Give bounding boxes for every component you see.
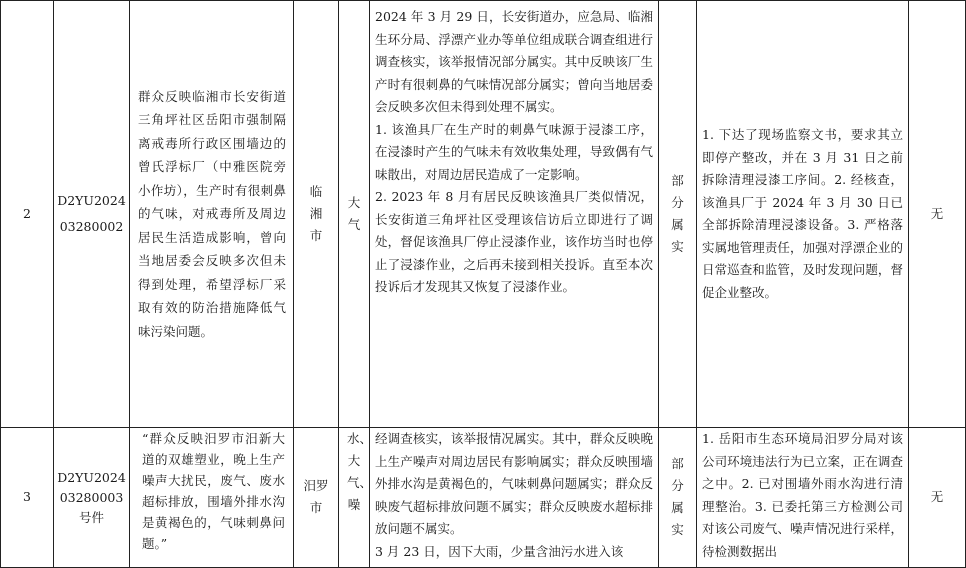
- city-cell: [294, 428, 339, 568]
- pollution-type: 水、大气、噪: [347, 431, 373, 512]
- findings-paragraph: 2. 2023 年 8 月有居民反映该渔具厂类似情况，长安街道三角坪社区受理该信访后立即进行了调处，督促该渔具厂停止浸漆作业，该作坊当时也停止了浸漆作业，之后再未接到相关投诉。直至本次投诉后才发现其又恢复了浸漆作业。: [375, 189, 653, 294]
- remark: 无: [909, 428, 966, 568]
- case-id-part: 03280002: [59, 219, 124, 234]
- verdict: 部分属实: [671, 456, 684, 538]
- verdict-cell: [659, 1, 697, 428]
- city-name: 汨罗市: [303, 478, 329, 516]
- findings-paragraph: 经调查核实，该举报情况属实。其中，群众反映晚上生产噪声对周边居民有影响属实；群众反映围墙外排水沟是黄褐色的，气味刺鼻问题属实；群众反映废气超标排放问题不属实；群众反映废水超标排放问题不属实。: [375, 431, 653, 536]
- city-cell: [294, 1, 339, 428]
- verdict-cell: [659, 428, 697, 568]
- findings-paragraph: 2024 年 3 月 29 日，长安街道办，应急局、临湘生环分局、浮漂产业办等单位组成联合调查组进行调查核实，该举报情况部分属实。其中反映该厂生产时有很刺鼻的气味情况部分属实；曾向当地居委会反映多次但未得到处理不属实。: [375, 9, 653, 114]
- pollution-type: 大气: [347, 194, 361, 232]
- case-id: [54, 1, 130, 428]
- pollution-type-cell: [339, 1, 370, 428]
- findings-paragraph: 3 月 23 日，因下大雨，少量含油污水进入该: [375, 543, 624, 559]
- table-row: [1, 428, 966, 568]
- remark: 无: [909, 1, 966, 428]
- row-number: 2: [1, 1, 54, 428]
- investigation-findings: [370, 428, 659, 568]
- complaint-content: “群众反映汨罗市汨新大道的双雄塑业，晚上生产噪声大扰民，废气、废水超标排放，围墙外排水沟是黄褐色的，气味刺鼻问题。”: [130, 428, 294, 568]
- investigation-findings: [370, 1, 659, 428]
- complaint-content: 群众反映临湘市长安街道三角坪社区岳阳市强制隔离戒毒所行政区围墙边的曾氏浮标厂（中雅医院旁小作坊），生产时有很刺鼻的气味，对戒毒所及周边居民生活造成影响，曾向当地居委会反映多次但未得到处理，希望浮标厂采取有效的防治措施降低气味污染问题。: [130, 1, 294, 428]
- handling-measures: 1. 岳阳市生态环境局汨罗分局对该公司环境违法行为已立案，正在调查之中。2. 已对围墙外雨水沟进行清理整治。3. 已委托第三方检测公司对该公司废气、噪声情况进行采样，待检测数据出: [697, 428, 909, 568]
- verdict: 部分属实: [671, 172, 684, 254]
- handling-measures: 1. 下达了现场监察文书，要求其立即停产整改，并在 3 月 31 日之前拆除清理浸漆工序间。2. 经核查，该渔具厂于 2024 年 3 月 30 日已全部拆除清理浸漆设备。3. 严格落实属地管理责任，加强对浮漂企业的日常巡查和监管，及时发现问题，督促企业整改。: [697, 1, 909, 428]
- table-row: [1, 1, 966, 428]
- findings-paragraph: 1. 该渔具厂在生产时的刺鼻气味源于浸漆工序，在浸漆时产生的气味未有效收集处理，导致偶有气味散出，对周边居民造成了一定影响。: [375, 121, 653, 182]
- case-id-part: 03280003: [59, 489, 124, 505]
- pollution-type-cell: [339, 428, 373, 568]
- case-id-part: 号件: [78, 509, 104, 525]
- case-id: [54, 428, 130, 568]
- row-number: 3: [1, 428, 54, 568]
- case-id-part: D2YU2024: [57, 469, 126, 485]
- city-name: 临湘市: [309, 183, 323, 243]
- case-id-part: D2YU2024: [57, 193, 126, 208]
